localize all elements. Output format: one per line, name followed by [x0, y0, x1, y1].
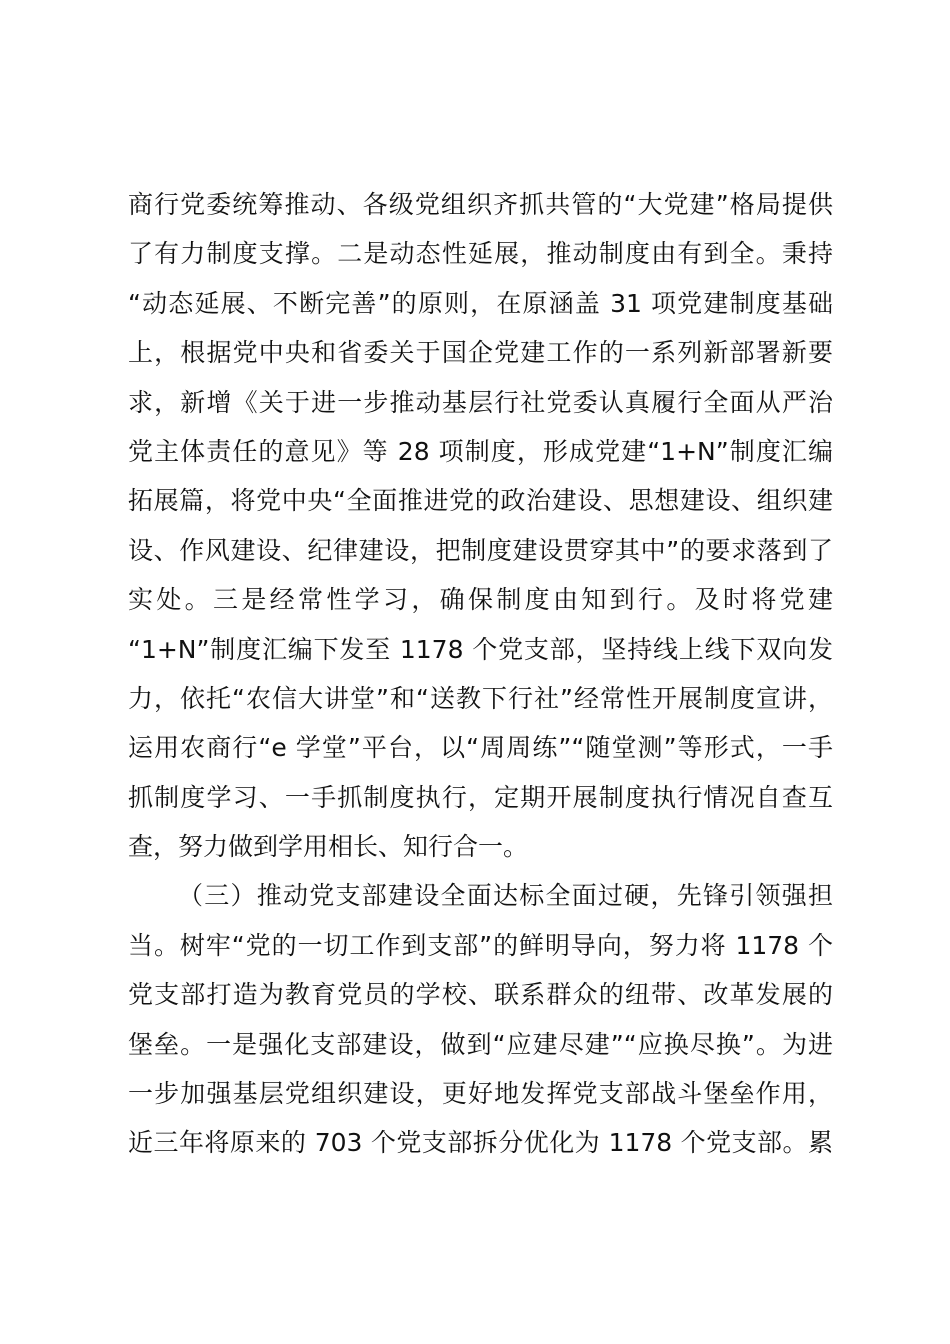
text-line-11: 力，依托“农信大讲堂”和“送教下行社”经常性开展制度宣讲，: [128, 683, 833, 713]
text-line-8: 设、作风建设、纪律建设，把制度建设贯穿其中”的要求落到了: [128, 535, 833, 565]
text-line-20: 近三年将原来的 703 个党支部拆分优化为 1178 个党支部。累: [128, 1128, 833, 1158]
text-line-1: 商行党委统筹推动、各级党组织齐抓共管的“大党建”格局提供: [128, 190, 833, 219]
body-text: [128, 180, 833, 1168]
text-line-10: “1+N”制度汇编下发至 1178 个党支部，坚持线上线下双向发: [128, 634, 833, 664]
text-line-16: 当。树牢“党的一切工作到支部”的鲜明导向，努力将 1178 个: [128, 930, 833, 960]
text-line-2: 了有力制度支撑。二是动态性延展，推动制度由有到全。秉持: [128, 239, 833, 269]
text-line-12: 运用农商行“e 学堂”平台，以“周周练”“随堂测”等形式，一手: [128, 733, 833, 763]
text-line-13: 抓制度学习、一手抓制度执行，定期开展制度执行情况自查互: [128, 782, 833, 812]
text-line-9: 实处。三是经常性学习，确保制度由知到行。及时将党建: [128, 585, 833, 615]
text-line-5: 求，新增《关于进一步推动基层行社党委认真履行全面从严治: [128, 387, 833, 417]
text-line-4: 上，根据党中央和省委关于国企党建工作的一系列新部署新要: [128, 338, 833, 368]
text-line-14: 查，努力做到学用相长、知行合一。: [128, 832, 529, 862]
text-line-18: 堡垒。一是强化支部建设，做到“应建尽建”“应换尽换”。为进: [128, 1029, 833, 1059]
text-line-17: 党支部打造为教育党员的学校、联系群众的纽带、改革发展的: [128, 980, 833, 1010]
text-line-6: 党主体责任的意见》等 28 项制度，形成党建“1+N”制度汇编: [128, 436, 833, 466]
section-heading-line: （三）推动党支部建设全面达标全面过硬，先锋引领强担: [178, 881, 833, 911]
text-line-19: 一步加强基层党组织建设，更好地发挥党支部战斗堡垒作用，: [128, 1079, 833, 1109]
text-line-3: “动态延展、不断完善”的原则，在原涵盖 31 项党建制度基础: [128, 288, 833, 318]
text-line-7: 拓展篇，将党中央“全面推进党的政治建设、思想建设、组织建: [128, 486, 833, 516]
